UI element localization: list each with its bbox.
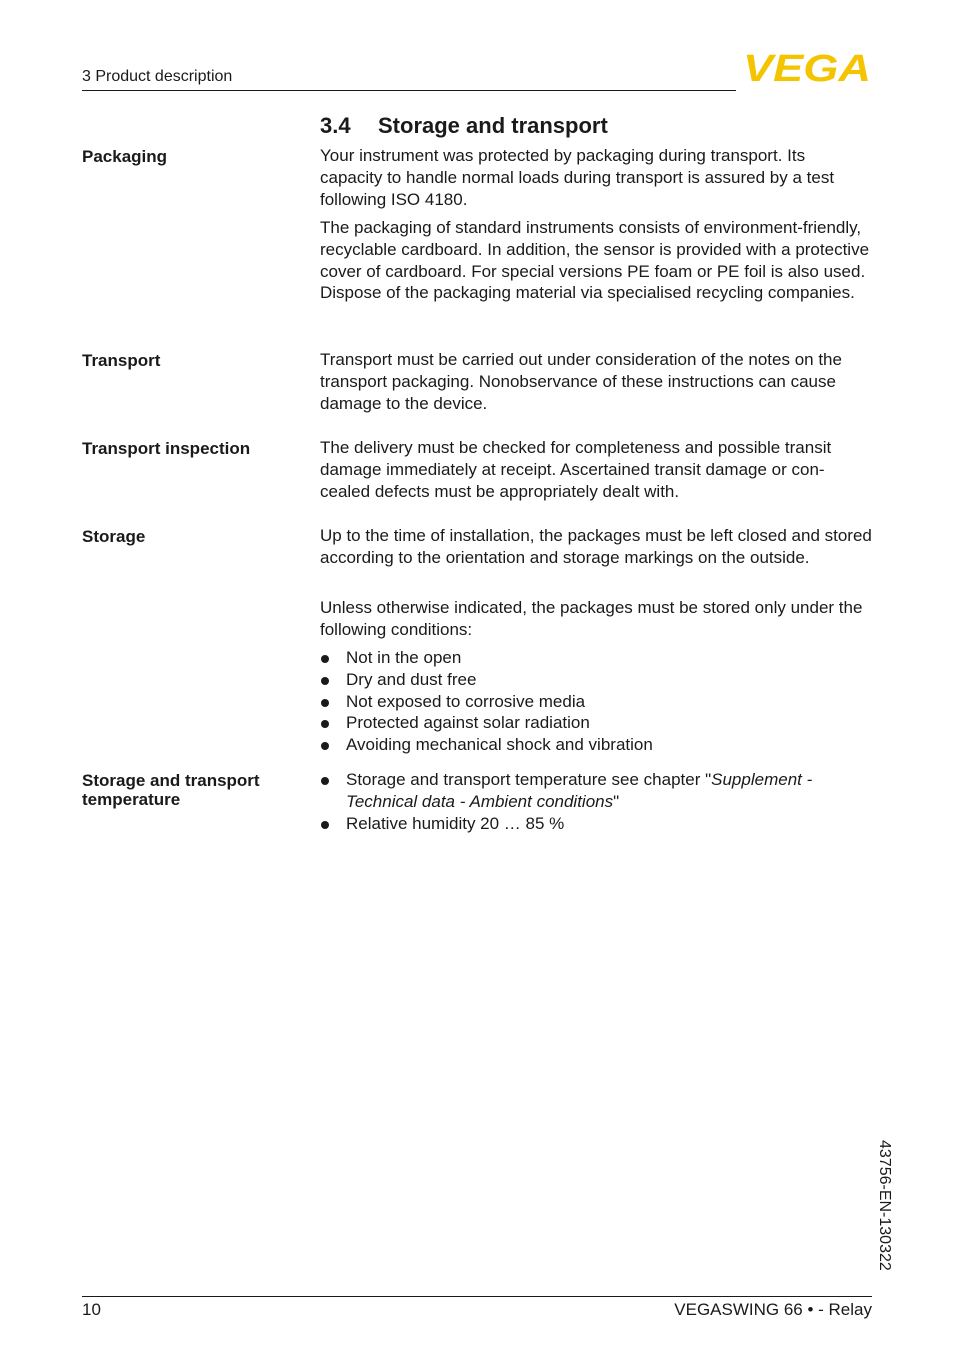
- list-item: Storage and transport temperature see chapter "Supplement - Technical data - Ambient conditions": [320, 769, 872, 813]
- bullet-icon: [321, 699, 329, 707]
- footer-product-name: VEGASWING 66 • - Relay: [674, 1300, 872, 1319]
- list-item: Relative humidity 20 … 85 %: [320, 813, 872, 835]
- list-item: Protected against solar radiation: [320, 712, 872, 734]
- header-divider: [82, 90, 736, 91]
- side-label-storage: Storage: [82, 527, 146, 546]
- chapter-reference: Supplement - Technical data - Ambient conditions: [346, 770, 813, 811]
- inspection-paragraph: The delivery must be checked for completeness and possible transit damage immediately at receipt. Ascertained transit damage or con-cealed defects must be appropriately dealt with.: [320, 438, 832, 501]
- document-code: 43756-EN-130322: [876, 1140, 893, 1271]
- list-item: Dry and dust free: [320, 669, 872, 691]
- bullet-icon: [321, 777, 329, 785]
- footer-divider: [82, 1296, 872, 1297]
- section-heading: [320, 113, 608, 139]
- vega-logo: [742, 50, 872, 84]
- storage-conditions-list: [320, 647, 872, 756]
- side-label-transport-inspection: Transport inspection: [82, 439, 251, 458]
- bullet-icon: [321, 677, 329, 685]
- storage-paragraph-2: Unless otherwise indicated, the packages must be stored only under the following conditions:: [320, 598, 863, 639]
- section-number: 3.4: [320, 113, 351, 138]
- side-label-transport: Transport: [82, 351, 161, 370]
- side-label-packaging: Packaging: [82, 147, 168, 166]
- side-label-storage-transport-temperature: Storage and transport temperature: [82, 771, 260, 809]
- bullet-icon: [321, 742, 329, 750]
- temperature-list: [320, 769, 872, 834]
- svg-text:VEGA: VEGA: [743, 50, 871, 84]
- header-section-title: 3 Product description: [82, 68, 233, 85]
- page-number: 10: [82, 1300, 101, 1319]
- bullet-icon: [321, 655, 329, 663]
- bullet-icon: [321, 821, 329, 829]
- packaging-paragraph-2: The packaging of standard instruments consists of environment-friendly, recyclable cardboard. In addition, the sensor is provided with a protective cover of cardboard. For special versions PE foam or PE foil is also used. Dispose of the packaging material via specialised recycling companies.: [320, 218, 870, 303]
- bullet-icon: [321, 720, 329, 728]
- section-title: Storage and transport: [378, 113, 608, 138]
- packaging-paragraph-1: Your instrument was protected by packaging during transport. Its capacity to handle normal loads during transport is assured by a test following ISO 4180.: [320, 146, 835, 209]
- list-item: Avoiding mechanical shock and vibration: [320, 734, 872, 756]
- list-item: Not exposed to corrosive media: [320, 691, 872, 713]
- list-item: Not in the open: [320, 647, 872, 669]
- transport-paragraph: Transport must be carried out under consideration of the notes on the transport packaging. Nonobservance of these instructions can cause damage to the device.: [320, 350, 842, 413]
- storage-paragraph-1: Up to the time of installation, the packages must be left closed and stored according to the orientation and storage markings on the outside.: [320, 526, 872, 567]
